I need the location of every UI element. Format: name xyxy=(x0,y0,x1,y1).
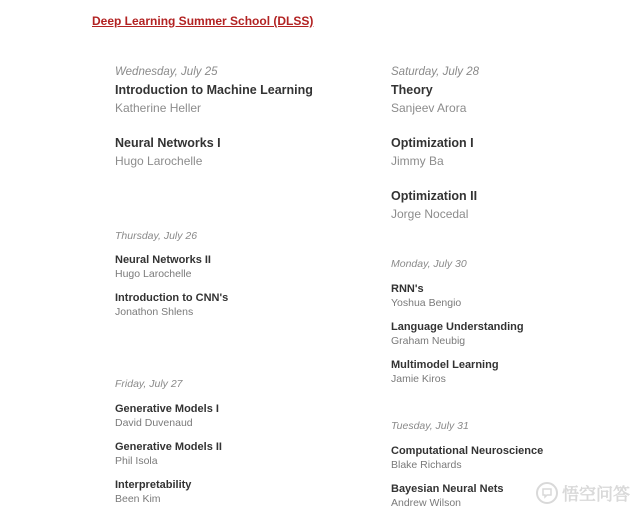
day-date: Wednesday, July 25 xyxy=(115,66,218,78)
session-title: RNN's xyxy=(391,283,424,295)
session-title: Neural Networks II xyxy=(115,254,211,266)
watermark-text: 悟空问答 xyxy=(562,485,630,505)
watermark xyxy=(536,480,630,505)
session-speaker: Hugo Larochelle xyxy=(115,268,192,280)
session-title: Optimization I xyxy=(391,136,474,150)
session-speaker: Jimmy Ba xyxy=(391,154,444,168)
session-speaker: Jonathon Shlens xyxy=(115,306,194,318)
session-title: Neural Networks I xyxy=(115,136,221,150)
dlss-header-link[interactable]: Deep Learning Summer School (DLSS) xyxy=(92,14,314,28)
session-title: Multimodel Learning xyxy=(391,359,499,371)
session-speaker: Graham Neubig xyxy=(391,335,466,347)
session-speaker: Blake Richards xyxy=(391,459,462,471)
session-speaker: Hugo Larochelle xyxy=(115,154,203,168)
session-speaker: Jamie Kiros xyxy=(391,373,446,385)
session-speaker: Been Kim xyxy=(115,493,161,505)
session-speaker: Sanjeev Arora xyxy=(391,101,467,115)
chat-bubble-icon xyxy=(536,482,558,504)
day-date: Saturday, July 28 xyxy=(391,66,480,78)
day-date: Monday, July 30 xyxy=(391,258,467,270)
session-title: Generative Models I xyxy=(115,403,219,415)
session-title: Optimization II xyxy=(391,189,478,203)
session-speaker: David Duvenaud xyxy=(115,417,193,429)
session-speaker: Phil Isola xyxy=(115,455,158,467)
session-title: Bayesian Neural Nets xyxy=(391,483,504,495)
session-speaker: Andrew Wilson xyxy=(391,497,462,509)
session-title: Language Understanding xyxy=(391,321,524,333)
day-date: Thursday, July 26 xyxy=(115,230,198,242)
session-title: Interpretability xyxy=(115,479,192,491)
session-title: Introduction to Machine Learning xyxy=(115,83,313,97)
session-title: Theory xyxy=(391,83,433,97)
day-date: Tuesday, July 31 xyxy=(391,420,469,432)
session-title: Generative Models II xyxy=(115,441,222,453)
session-title: Computational Neuroscience xyxy=(391,445,544,457)
session-speaker: Yoshua Bengio xyxy=(391,297,462,309)
session-speaker: Katherine Heller xyxy=(115,101,202,115)
session-speaker: Jorge Nocedal xyxy=(391,207,469,221)
day-date: Friday, July 27 xyxy=(115,378,183,390)
session-title: Introduction to CNN's xyxy=(115,292,229,304)
